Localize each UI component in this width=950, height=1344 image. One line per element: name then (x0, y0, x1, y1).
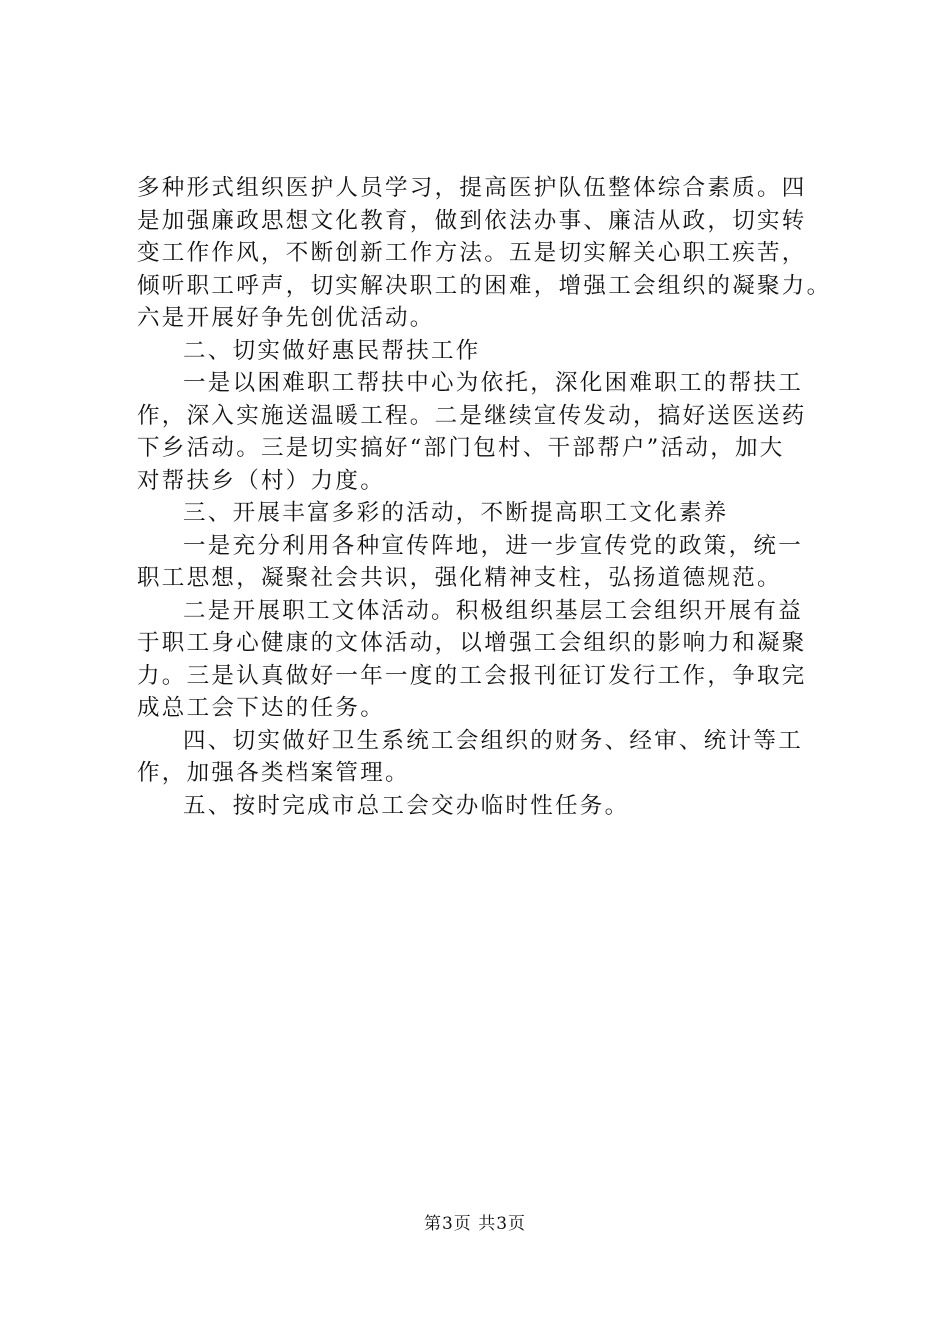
text-line: 成总工会下达的任务。 (137, 695, 386, 721)
text-line: 一是以困难职工帮扶中心为依托，深化困难职工的帮扶工 (183, 370, 804, 396)
text-line: 于职工身心健康的文体活动，以增强工会组织的影响力和凝聚 (137, 630, 807, 656)
section-heading-4: 四、切实做好卫生系统工会组织的财务、经审、统计等工 (183, 727, 804, 754)
text-line: 是加强廉政思想文化教育，做到依法办事、廉洁从政，切实转 (137, 207, 807, 234)
text-line: 作，加强各类档案管理。 (137, 760, 410, 786)
text-line: 变工作作风，不断创新工作方法。五是切实解关心职工疾苦， (137, 240, 807, 266)
text-line: 力。三是认真做好一年一度的工会报刊征订发行工作，争取完 (137, 662, 807, 689)
text-line: 作，深入实施送温暖工程。二是继续宣传发动，搞好送医送药 (137, 402, 807, 429)
section-heading-2: 二、切实做好惠民帮扶工作 (183, 337, 481, 364)
text-line: 二是开展职工文体活动。积极组织基层工会组织开展有益 (183, 597, 804, 624)
text-line: 倾听职工呼声，切实解决职工的困难，增强工会组织的凝聚力。 (137, 272, 832, 299)
text-line: 对帮扶乡（村）力度。 (137, 467, 386, 494)
text-line: 下乡活动。三是切实搞好“部门包村、干部帮户”活动，加大 (137, 435, 785, 461)
page-number-footer: 第3页 共3页 (423, 1214, 527, 1234)
section-heading-5: 五、按时完成市总工会交办临时性任务。 (183, 792, 630, 819)
text-line: 职工思想，凝聚社会共识，强化精神支柱，弘扬道德规范。 (137, 565, 782, 591)
text-line: 多种形式组织医护人员学习，提高医护队伍整体综合素质。四 (137, 175, 807, 201)
section-heading-3: 三、开展丰富多彩的活动，不断提高职工文化素养 (183, 500, 729, 526)
document-body (137, 172, 861, 822)
text-line: 一是充分利用各种宣传阵地，进一步宣传党的政策，统一 (183, 532, 804, 559)
text-line: 六是开展好争先创优活动。 (137, 305, 435, 331)
